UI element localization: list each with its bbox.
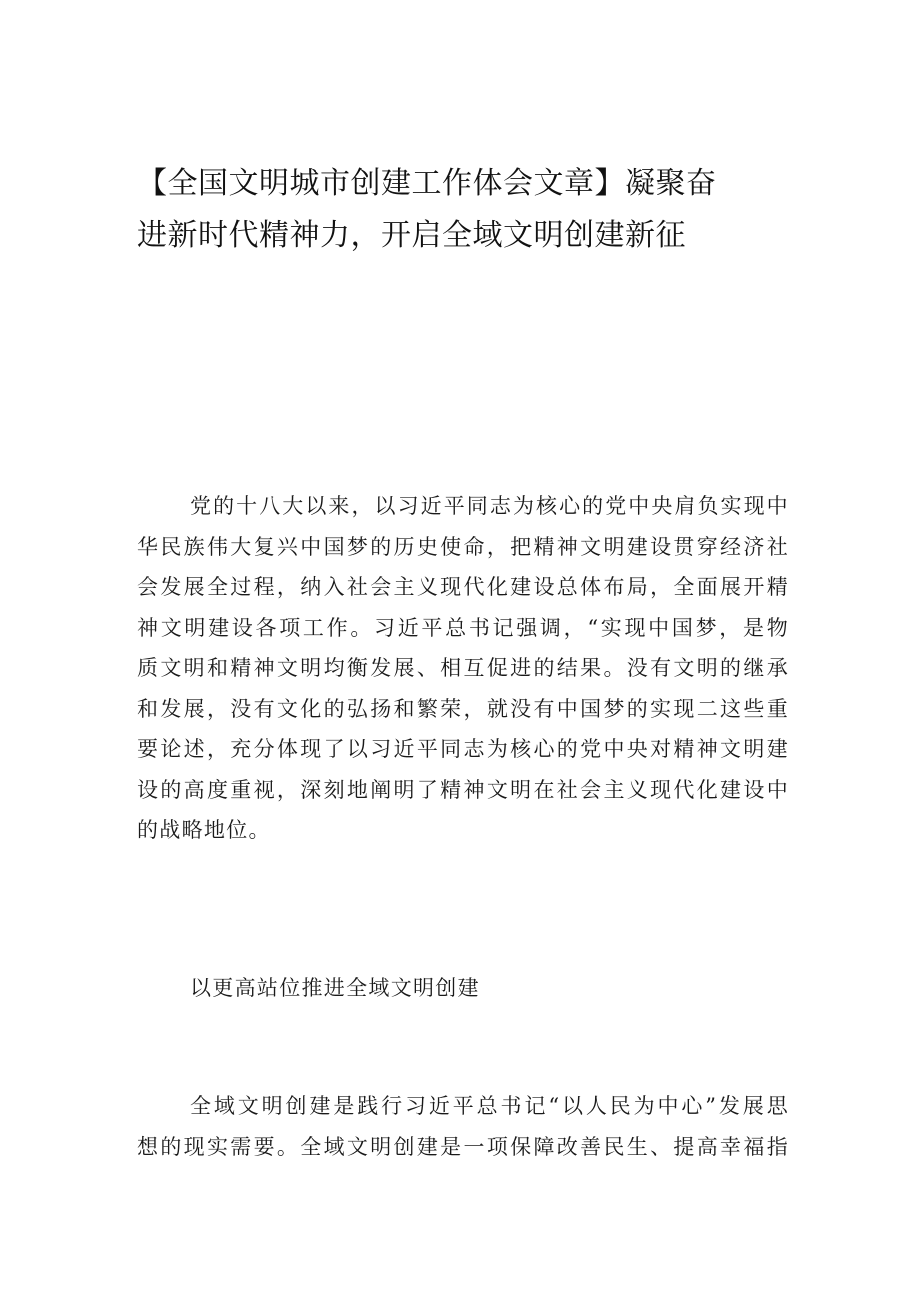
paragraph-section [137, 1086, 789, 1167]
paragraph-line: 会发展全过程，纳入社会主义现代化建设总体布局，全面展开精 [137, 575, 789, 599]
paragraph-line: 全域文明创建是践行习近平总书记“以人民为中心”发展思 [190, 1094, 789, 1118]
paragraph-line: 质文明和精神文明均衡发展、相互促进的结果。没有文明的继承 [137, 656, 789, 680]
paragraph-line: 和发展，没有文化的弘扬和繁荣，就没有中国梦的实现二这些重 [137, 696, 789, 721]
paragraph-line: 要论述，充分体现了以习近平同志为核心的党中央对精神文明建 [137, 737, 789, 761]
section-heading-text: 以更高站位推进全域文明创建 [190, 976, 480, 1000]
paragraph-line: 党的十八大以来，以习近平同志为核心的党中央肩负实现中 [190, 494, 789, 518]
paragraph-line: 华民族伟大复兴中国梦的历史使命，把精神文明建设贯穿经济社 [137, 534, 789, 559]
paragraph-intro [137, 486, 789, 851]
document-title [137, 158, 797, 262]
title-line: 进新时代精神力，开启全域文明创建新征 [137, 218, 686, 253]
paragraph-line: 设的高度重视，深刻地阐明了精神文明在社会主义现代化建设中 [137, 777, 789, 802]
paragraph-line: 的战略地位。 [137, 818, 271, 842]
paragraph-line: 想的现实需要。全域文明创建是一项保障改善民生、提高幸福指 [137, 1134, 789, 1159]
title-line: 【全国文明城市创建工作体会文章】凝聚奋 [137, 166, 717, 201]
section-heading [137, 968, 789, 1009]
paragraph-line: 神文明建设各项工作。习近平总书记强调，“实现中国梦，是物 [137, 615, 789, 640]
